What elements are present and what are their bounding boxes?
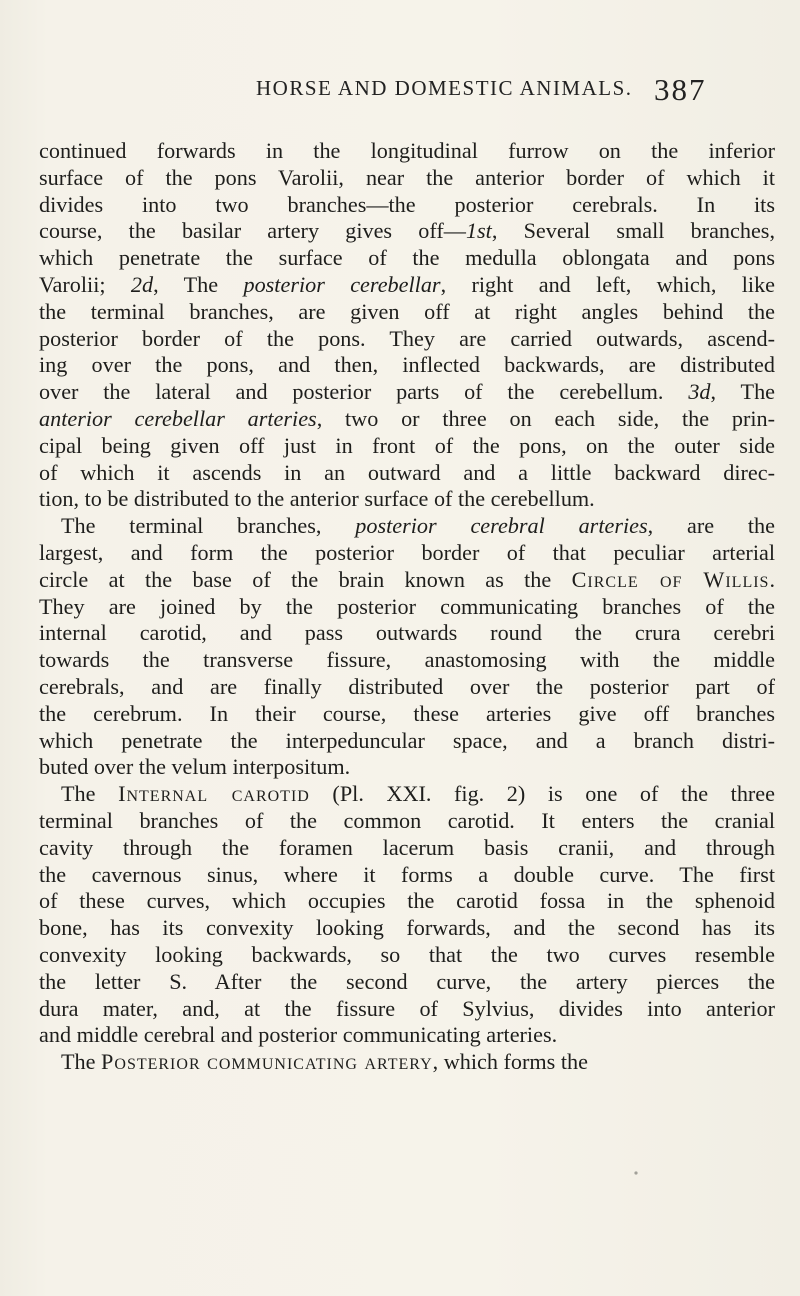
- body-text: [39, 138, 775, 1076]
- text-line: towards the transverse fissure, anastomosing with the middle: [39, 647, 775, 673]
- text-line: terminal branches of the common carotid. It enters the cranial: [39, 807, 775, 833]
- text-line: continued forwards in the longitudinal furrow on the inferior: [39, 138, 775, 163]
- paragraph-basilar-artery: [39, 138, 775, 513]
- text-line: over the lateral and posterior parts of the cerebellum. 3d, The: [39, 379, 776, 405]
- text-line: Varolii; 2d, The posterior cerebellar, right and left, which, like: [39, 271, 776, 297]
- page-number: 387: [654, 72, 707, 107]
- text-line: dura mater, and, at the fissure of Sylvius, divides into anterior: [39, 995, 775, 1021]
- text-line: convexity looking backwards, so that the two curves resemble: [39, 941, 775, 967]
- text-line: The Internal carotid (Pl. XXI. fig. 2) is one of the three: [61, 781, 775, 807]
- small-caps-term: Circle of Willis: [571, 566, 770, 592]
- small-caps-term: Internal carotid: [118, 781, 310, 807]
- italic-term: posterior cerebral arteries: [355, 513, 648, 539]
- text-line: the cerebrum. In their course, these arteries give off branches: [39, 700, 775, 726]
- text-line: of which it ascends in an outward and a little backward direc-: [39, 459, 775, 485]
- running-head: [0, 72, 800, 112]
- italic-term: anterior cerebellar arteries: [39, 405, 317, 431]
- text-line: buted over the velum interpositum.: [39, 754, 351, 780]
- text-line: which penetrate the surface of the medulla oblongata and pons: [39, 245, 775, 271]
- text-line: the cavernous sinus, where it forms a double curve. The first: [39, 861, 775, 887]
- text-line: The terminal branches, posterior cerebral arteries, are the: [61, 513, 775, 539]
- text-line: the terminal branches, are given off at right angles behind the: [39, 298, 775, 324]
- text-line: cerebrals, and are finally distributed over the posterior part of: [39, 673, 775, 699]
- text-line: circle at the base of the brain known as the Circle of Willis.: [39, 566, 775, 592]
- text-line: surface of the pons Varolii, near the anterior border of which it: [39, 164, 775, 190]
- text-line: bone, has its convexity looking forwards, and the second has its: [39, 915, 775, 941]
- text-line: cavity through the foramen lacerum basis cranii, and through: [39, 834, 775, 860]
- paragraph-posterior-communicating: [39, 1049, 775, 1076]
- paragraph-terminal-branches: [39, 513, 775, 781]
- text-line: which penetrate the interpeduncular space, and a branch distri-: [39, 727, 775, 753]
- text-line: cipal being given off just in front of the pons, on the outer side: [39, 432, 775, 458]
- text-line: the letter S. After the second curve, the artery pierces the: [39, 968, 775, 994]
- text-line: posterior border of the pons. They are carried outwards, ascend-: [39, 325, 775, 351]
- text-line: They are joined by the posterior communicating branches of the: [39, 593, 775, 619]
- text-line: internal carotid, and pass outwards round the crura cerebri: [39, 620, 775, 646]
- text-line: course, the basilar artery gives off—1st, Several small branches,: [39, 218, 775, 244]
- italic-term: 2d: [130, 271, 154, 297]
- text-line: and middle cerebral and posterior communicating arteries.: [39, 1022, 558, 1048]
- text-line: largest, and form the posterior border of that peculiar arterial: [39, 539, 775, 565]
- paragraph-internal-carotid: [39, 781, 775, 1049]
- italic-term: 1st: [465, 218, 492, 244]
- text-line: anterior cerebellar arteries, two or three on each side, the prin-: [39, 405, 775, 431]
- italic-term: posterior cerebellar: [243, 271, 441, 297]
- italic-term: 3d: [688, 379, 711, 405]
- text-line: ing over the pons, and then, inflected backwards, are distributed: [39, 352, 775, 378]
- text-line: of these curves, which occupies the carotid fossa in the sphenoid: [39, 888, 775, 914]
- text-line: divides into two branches—the posterior cerebrals. In its: [39, 191, 775, 217]
- small-caps-term: Posterior communicating artery: [101, 1049, 433, 1075]
- text-line: The Posterior communicating artery, which forms the: [61, 1049, 588, 1075]
- text-line: tion, to be distributed to the anterior surface of the cerebellum.: [39, 486, 595, 512]
- running-head-title: HORSE AND DOMESTIC ANIMALS.: [256, 76, 633, 100]
